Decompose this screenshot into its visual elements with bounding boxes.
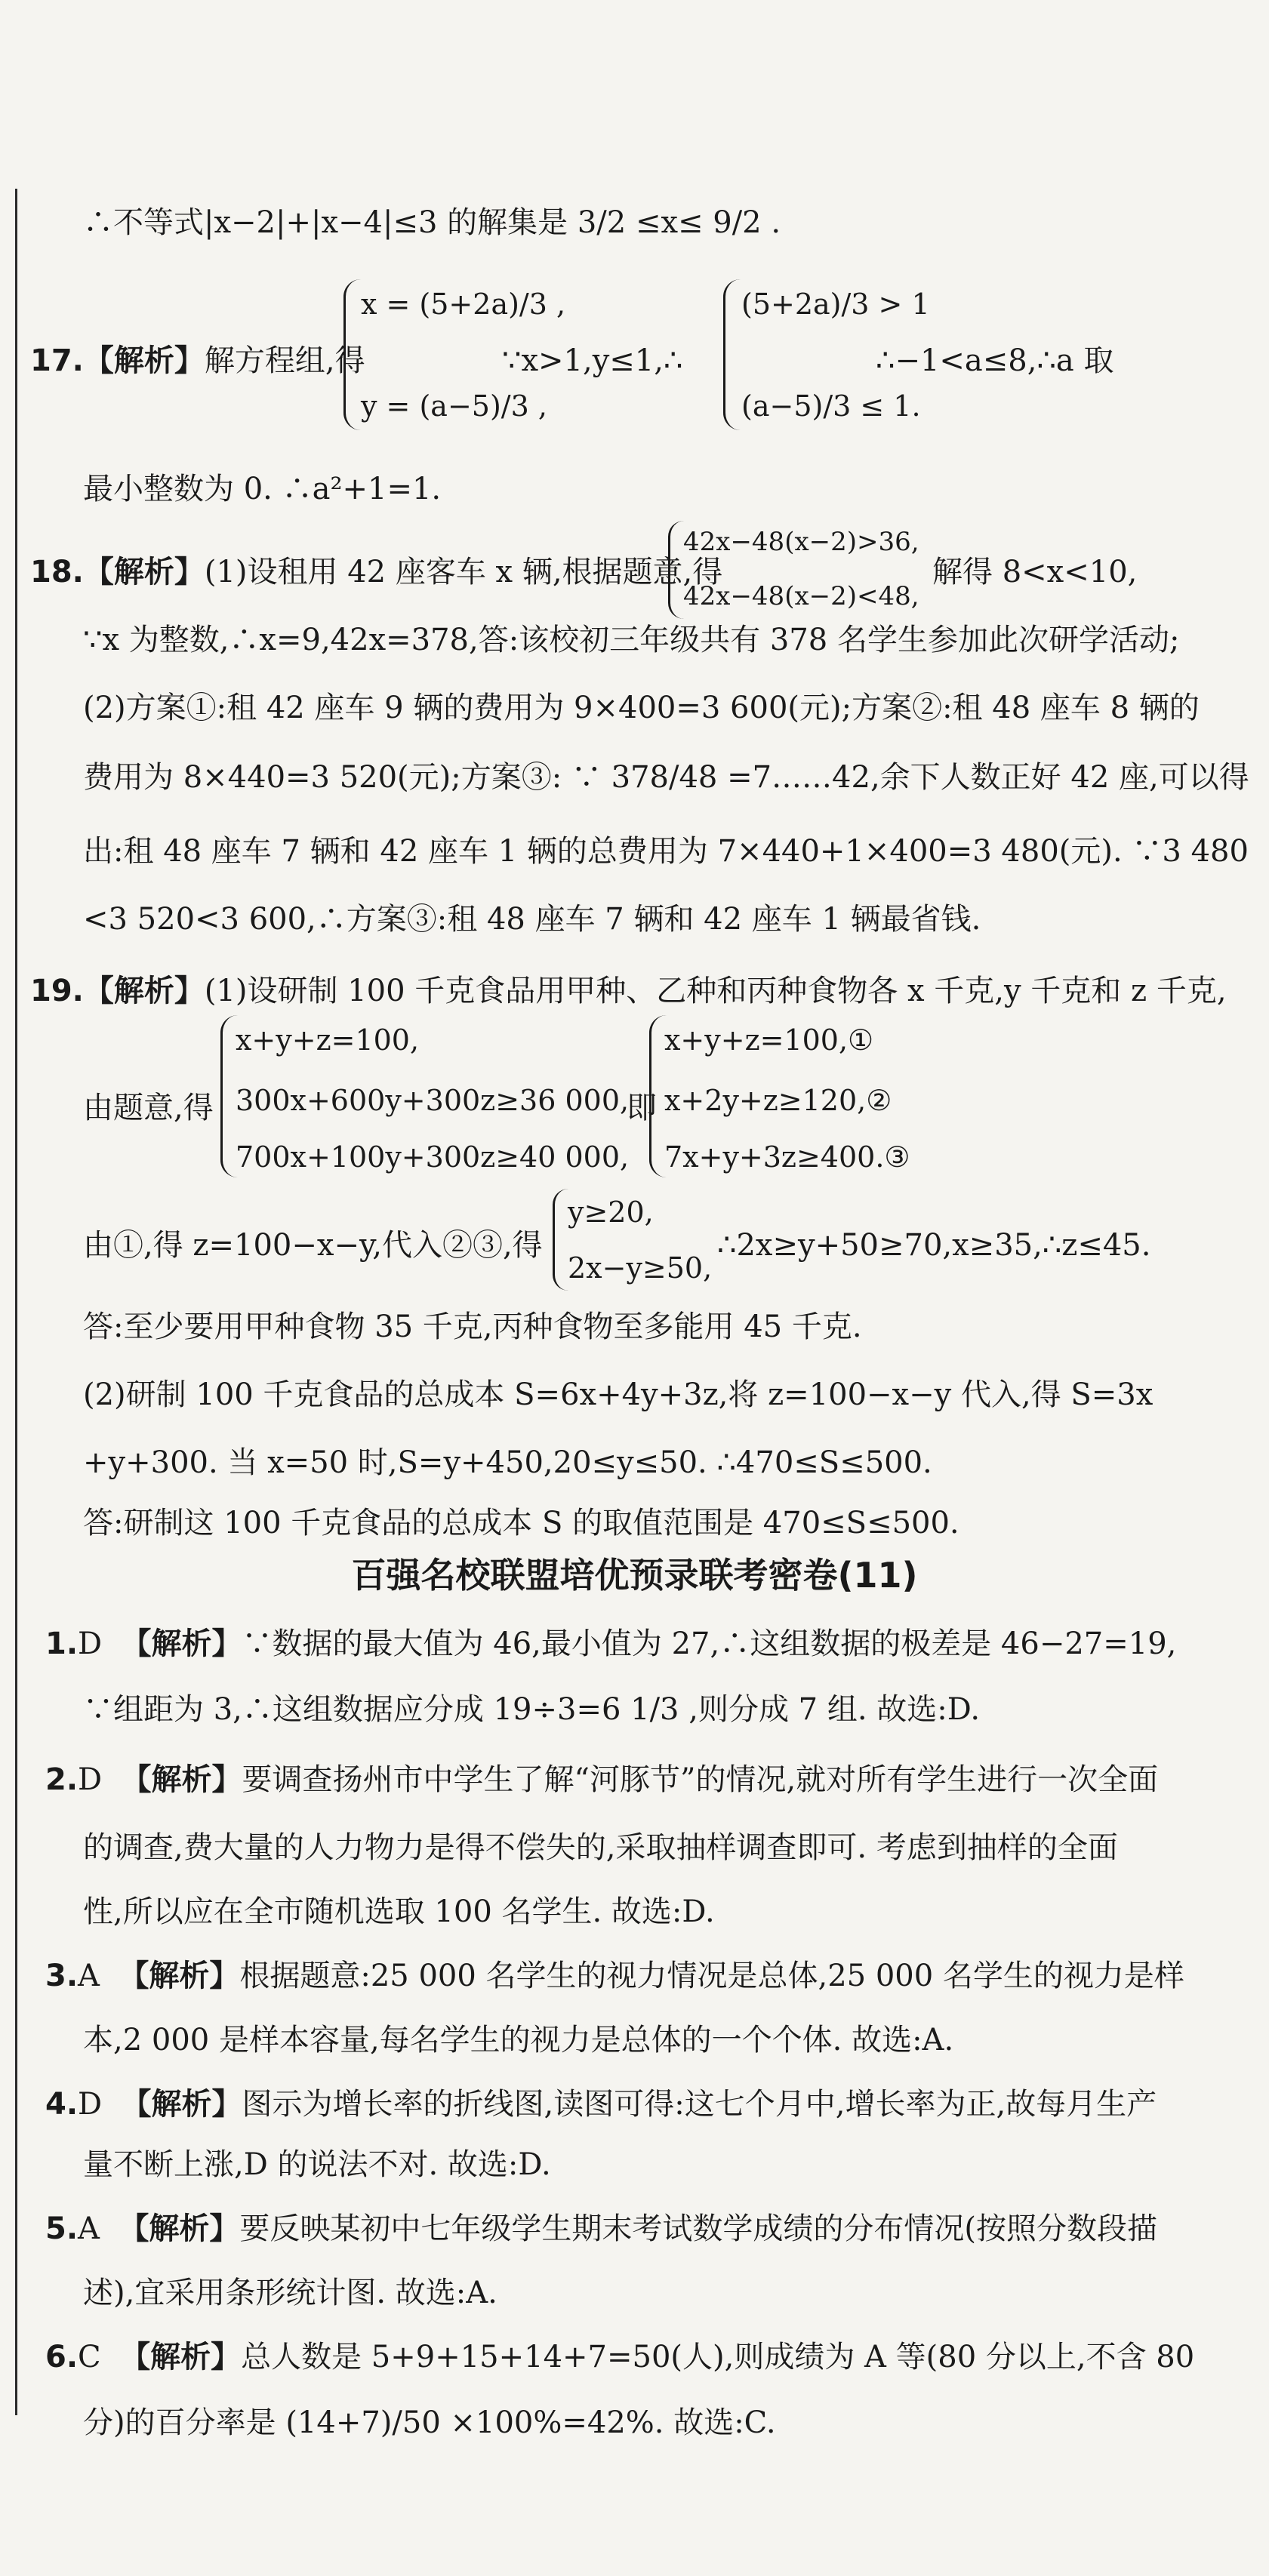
answer-4: [45, 2082, 1157, 2127]
q19-heading: [30, 968, 1227, 1014]
answer-1: [45, 1621, 1176, 1667]
analysis-tag: 【解析】: [119, 1959, 240, 1993]
q19-line3-lead: 由①,得 z=100−x−y,代入②③,得: [83, 1228, 543, 1263]
solution-line: 量不断上涨,D 的说法不对. 故选:D.: [83, 2147, 551, 2182]
q18-heading: [30, 549, 722, 595]
answer-text: 总人数是 5+9+15+14+7=50(人),则成绩为 A 等(80 分以上,不含 80: [241, 2340, 1195, 2374]
analysis-tag: 【解析】: [119, 2211, 240, 2246]
solution-line: (2)方案①:租 42 座车 9 辆的费用为 9×400=3 600(元);方案②:租 48 座车 8 辆的: [83, 691, 1200, 725]
q19-text: (1)设研制 100 千克食品用甲种、乙种和丙种食物各 x 千克,y 千克和 z 千克,: [204, 974, 1227, 1008]
q19-ji: 即: [627, 1091, 657, 1125]
answer-choice: D: [78, 1762, 103, 1797]
answer-number: 3.: [45, 1959, 79, 1993]
answer-3: [45, 1953, 1184, 1999]
analysis-tag: 【解析】: [121, 2087, 242, 2122]
inequality-line: 42x−48(x−2)>36,: [683, 527, 919, 557]
q17-text: 解方程组,得: [204, 343, 365, 378]
inequality-line: (a−5)/3 ≤ 1.: [741, 389, 921, 423]
answer-choice: C: [78, 2340, 101, 2374]
question-number: 18.: [30, 555, 84, 589]
inequality-line: 2x−y≥50,: [568, 1251, 713, 1285]
answer-number: 6.: [45, 2340, 79, 2374]
answer-number: 4.: [45, 2087, 79, 2122]
q19-lead: 由题意,得: [83, 1091, 214, 1125]
answer-number: 2.: [45, 1762, 79, 1797]
solution-line: 出:租 48 座车 7 辆和 42 座车 1 辆的总费用为 7×440+1×400=3 480(元). ∵3 480: [83, 834, 1249, 869]
solution-line: +y+300. 当 x=50 时,S=y+450,20≤y≤50. ∴470≤S≤500.: [83, 1445, 932, 1480]
solution-line: <3 520<3 600,∴方案③:租 48 座车 7 辆和 42 座车 1 辆最省钱.: [83, 902, 981, 937]
answer-text: 要反映某初中七年级学生期末考试数学成绩的分布情况(按照分数段描: [239, 2211, 1157, 2246]
answer-text: 根据题意:25 000 名学生的视力情况是总体,25 000 名学生的视力是样: [239, 1959, 1184, 1993]
analysis-tag: 【解析】: [83, 343, 205, 378]
solution-line: 答:研制这 100 千克食品的总成本 S 的取值范围是 470≤S≤500.: [83, 1506, 959, 1540]
equation-line: x+2y+z≥120,②: [664, 1084, 892, 1117]
q17-heading: [30, 338, 365, 383]
equation-line: 700x+100y+300z≥40 000,: [236, 1140, 630, 1174]
answer-choice: A: [78, 2211, 100, 2246]
inequality-line: y≥20,: [568, 1196, 654, 1229]
answer-choice: D: [78, 1627, 103, 1661]
solution-line: 分)的百分率是 (14+7)/50 ×100%=42%. 故选:C.: [83, 2405, 776, 2440]
equation-line: 300x+600y+300z≥36 000,: [236, 1084, 630, 1117]
answer-text: ∵数据的最大值为 46,最小值为 27,∴这组数据的极差是 46−27=19,: [242, 1627, 1177, 1661]
solution-line: 的调查,费大量的人力物力是得不偿失的,采取抽样调查即可. 考虑到抽样的全面: [83, 1830, 1118, 1865]
inequality-line: 42x−48(x−2)<48,: [683, 581, 919, 611]
solution-line: ∵组距为 3,∴这组数据应分成 19÷3=6 1/3 ,则分成 7 组. 故选:D.: [83, 1692, 981, 1727]
inequality-brace: [553, 1189, 568, 1291]
solution-line: 答:至少要用甲种食物 35 千克,丙种食物至多能用 45 千克.: [83, 1310, 862, 1344]
analysis-tag: 【解析】: [121, 1762, 242, 1797]
equation-line: x = (5+2a)/3 ,: [361, 288, 566, 321]
solution-line: 性,所以应在全市随机选取 100 名学生. 故选:D.: [83, 1894, 715, 1929]
answer-choice: D: [78, 2087, 103, 2122]
equation-line: y = (a−5)/3 ,: [361, 389, 547, 423]
inequality-line: (5+2a)/3 > 1: [741, 288, 930, 321]
q19-line3-end: ∴2x≥y+50≥70,x≥35,∴z≤45.: [717, 1228, 1151, 1263]
equation-line: x+y+z=100,①: [664, 1023, 874, 1057]
question-number: 17.: [30, 343, 84, 378]
q17-mid: ∵x>1,y≤1,∴: [502, 343, 683, 378]
analysis-tag: 【解析】: [120, 2340, 242, 2374]
solution-line: ∵x 为整数,∴x=9,42x=378,答:该校初三年级共有 378 名学生参加此次研学活动;: [83, 623, 1180, 657]
q17-end: ∴−1<a≤8,∴a 取: [876, 343, 1114, 378]
solution-line: 述),宜采用条形统计图. 故选:A.: [83, 2276, 497, 2310]
answer-text: 图示为增长率的折线图,读图可得:这七个月中,增长率为正,故每月生产: [242, 2087, 1157, 2122]
solution-line: (2)研制 100 千克食品的总成本 S=6x+4y+3z,将 z=100−x−y 代入,得 S=3x: [83, 1377, 1153, 1412]
equation-brace: [343, 279, 361, 430]
analysis-tag: 【解析】: [83, 555, 205, 589]
solution-line: 本,2 000 是样本容量,每名学生的视力是总体的一个个体. 故选:A.: [83, 2023, 954, 2057]
answer-number: 5.: [45, 2211, 79, 2246]
analysis-tag: 【解析】: [121, 1627, 242, 1661]
q18-text: (1)设租用 42 座客车 x 辆,根据题意,得: [204, 555, 723, 589]
analysis-tag: 【解析】: [83, 974, 205, 1008]
section-title: 百强名校联盟培优预录联考密卷(11): [351, 1555, 918, 1596]
answer-5: [45, 2206, 1157, 2251]
margin-rule: [15, 189, 17, 2415]
equation-line: x+y+z=100,: [236, 1023, 420, 1057]
inequality-brace: [668, 521, 684, 619]
answer-6: [45, 2334, 1194, 2380]
answer-number: 1.: [45, 1627, 79, 1661]
q18-end: 解得 8<x<10,: [932, 555, 1138, 589]
question-number: 19.: [30, 974, 84, 1008]
answer-choice: A: [78, 1959, 100, 1993]
answer-text: 要调查扬州市中学生了解“河豚节”的情况,就对所有学生进行一次全面: [242, 1762, 1159, 1797]
solution-line: 费用为 8×440=3 520(元);方案③: ∵ 378/48 =7……42,余下人数正好 42 座,可以得: [83, 760, 1249, 795]
answer-2: [45, 1757, 1158, 1802]
inequality-brace: [723, 279, 741, 430]
equation-line: 7x+y+3z≥400.③: [664, 1140, 910, 1174]
solution-line: ∴不等式|x−2|+|x−4|≤3 的解集是 3/2 ≤x≤ 9/2 .: [83, 205, 781, 240]
solution-line: 最小整数为 0. ∴a²+1=1.: [83, 472, 442, 506]
